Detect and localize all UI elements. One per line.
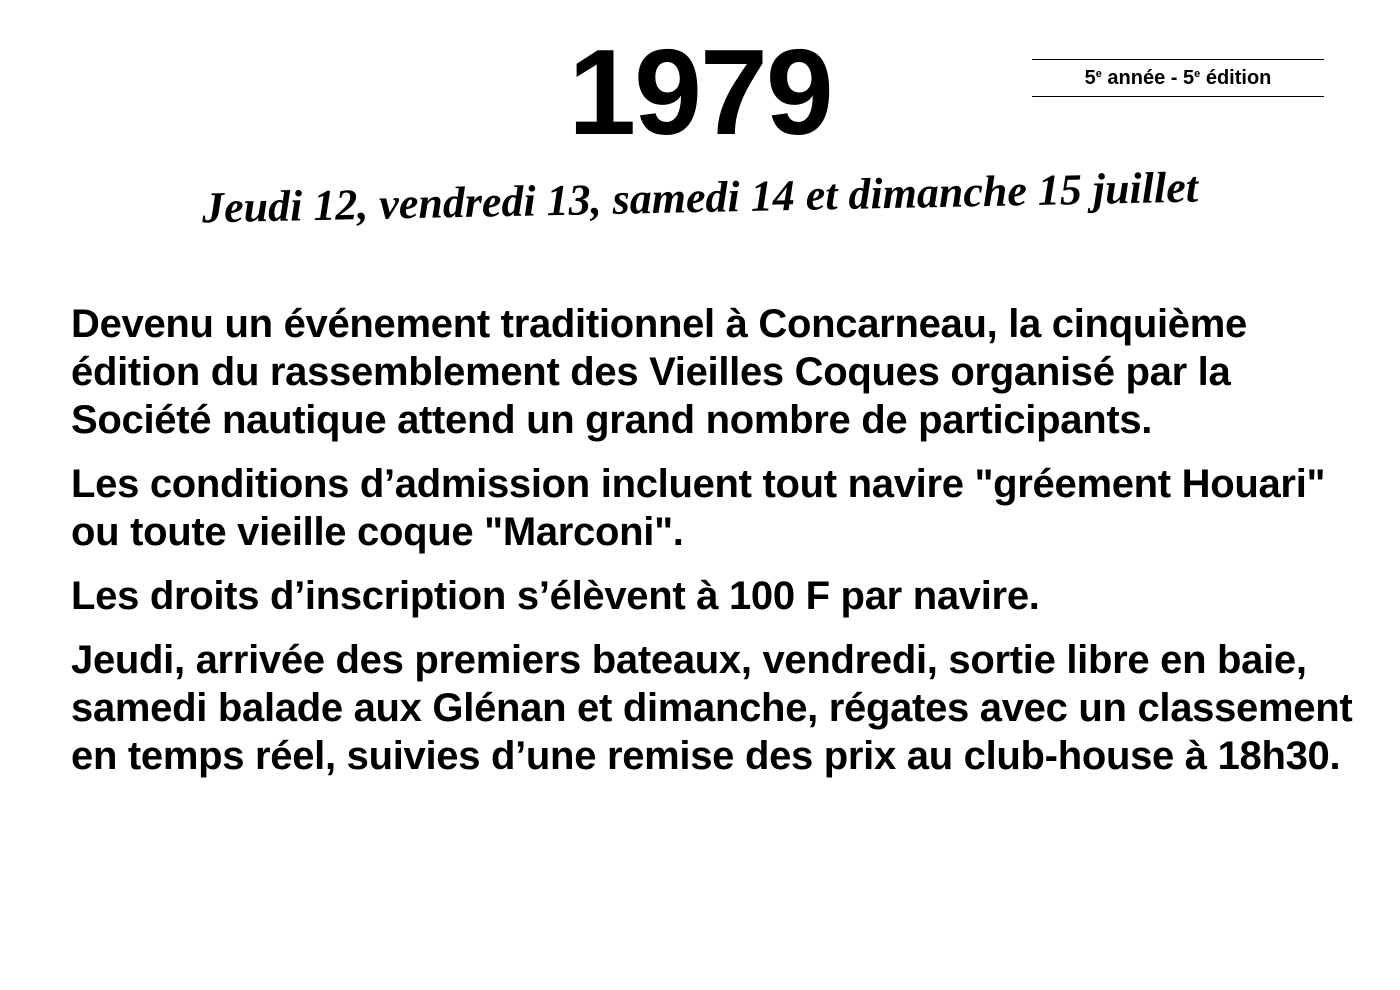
event-dates: Jeudi 12, vendredi 13, samedi 14 et dimanche 15 juillet bbox=[201, 162, 1199, 233]
paragraph-programme: Jeudi, arrivée des premiers bateaux, vendredi, sortie libre en baie, samedi balade aux Glénan et dimanche, régates avec un classement en temps réel, suivies d’une remise des prix au club-house à 18h30. bbox=[71, 638, 1353, 778]
year-number: 5 bbox=[1084, 66, 1096, 89]
page-title-year: 1979 bbox=[568, 24, 832, 160]
paragraph-intro: Devenu un événement traditionnel à Concarneau, la cinquième édition du rassemblement des Vieilles Coques organisé par la Société nautique attend un grand nombre de participants. bbox=[71, 302, 1247, 442]
year-number-suffix: e bbox=[1095, 68, 1102, 80]
year-word: année bbox=[1107, 66, 1166, 89]
paragraph-admission: Les conditions d’admission incluent tout navire "gréement Houari" ou toute vieille coque "Marconi". bbox=[71, 462, 1326, 554]
edition-separator: - bbox=[1170, 66, 1178, 89]
edition-word: édition bbox=[1205, 66, 1272, 89]
paragraph-fees: Les droits d’inscription s’élèvent à 100 F par navire. bbox=[71, 574, 1040, 618]
edition-number: 5 bbox=[1183, 66, 1195, 89]
edition-number-suffix: e bbox=[1194, 68, 1201, 80]
edition-badge bbox=[1032, 59, 1324, 97]
article-body bbox=[71, 300, 1361, 796]
